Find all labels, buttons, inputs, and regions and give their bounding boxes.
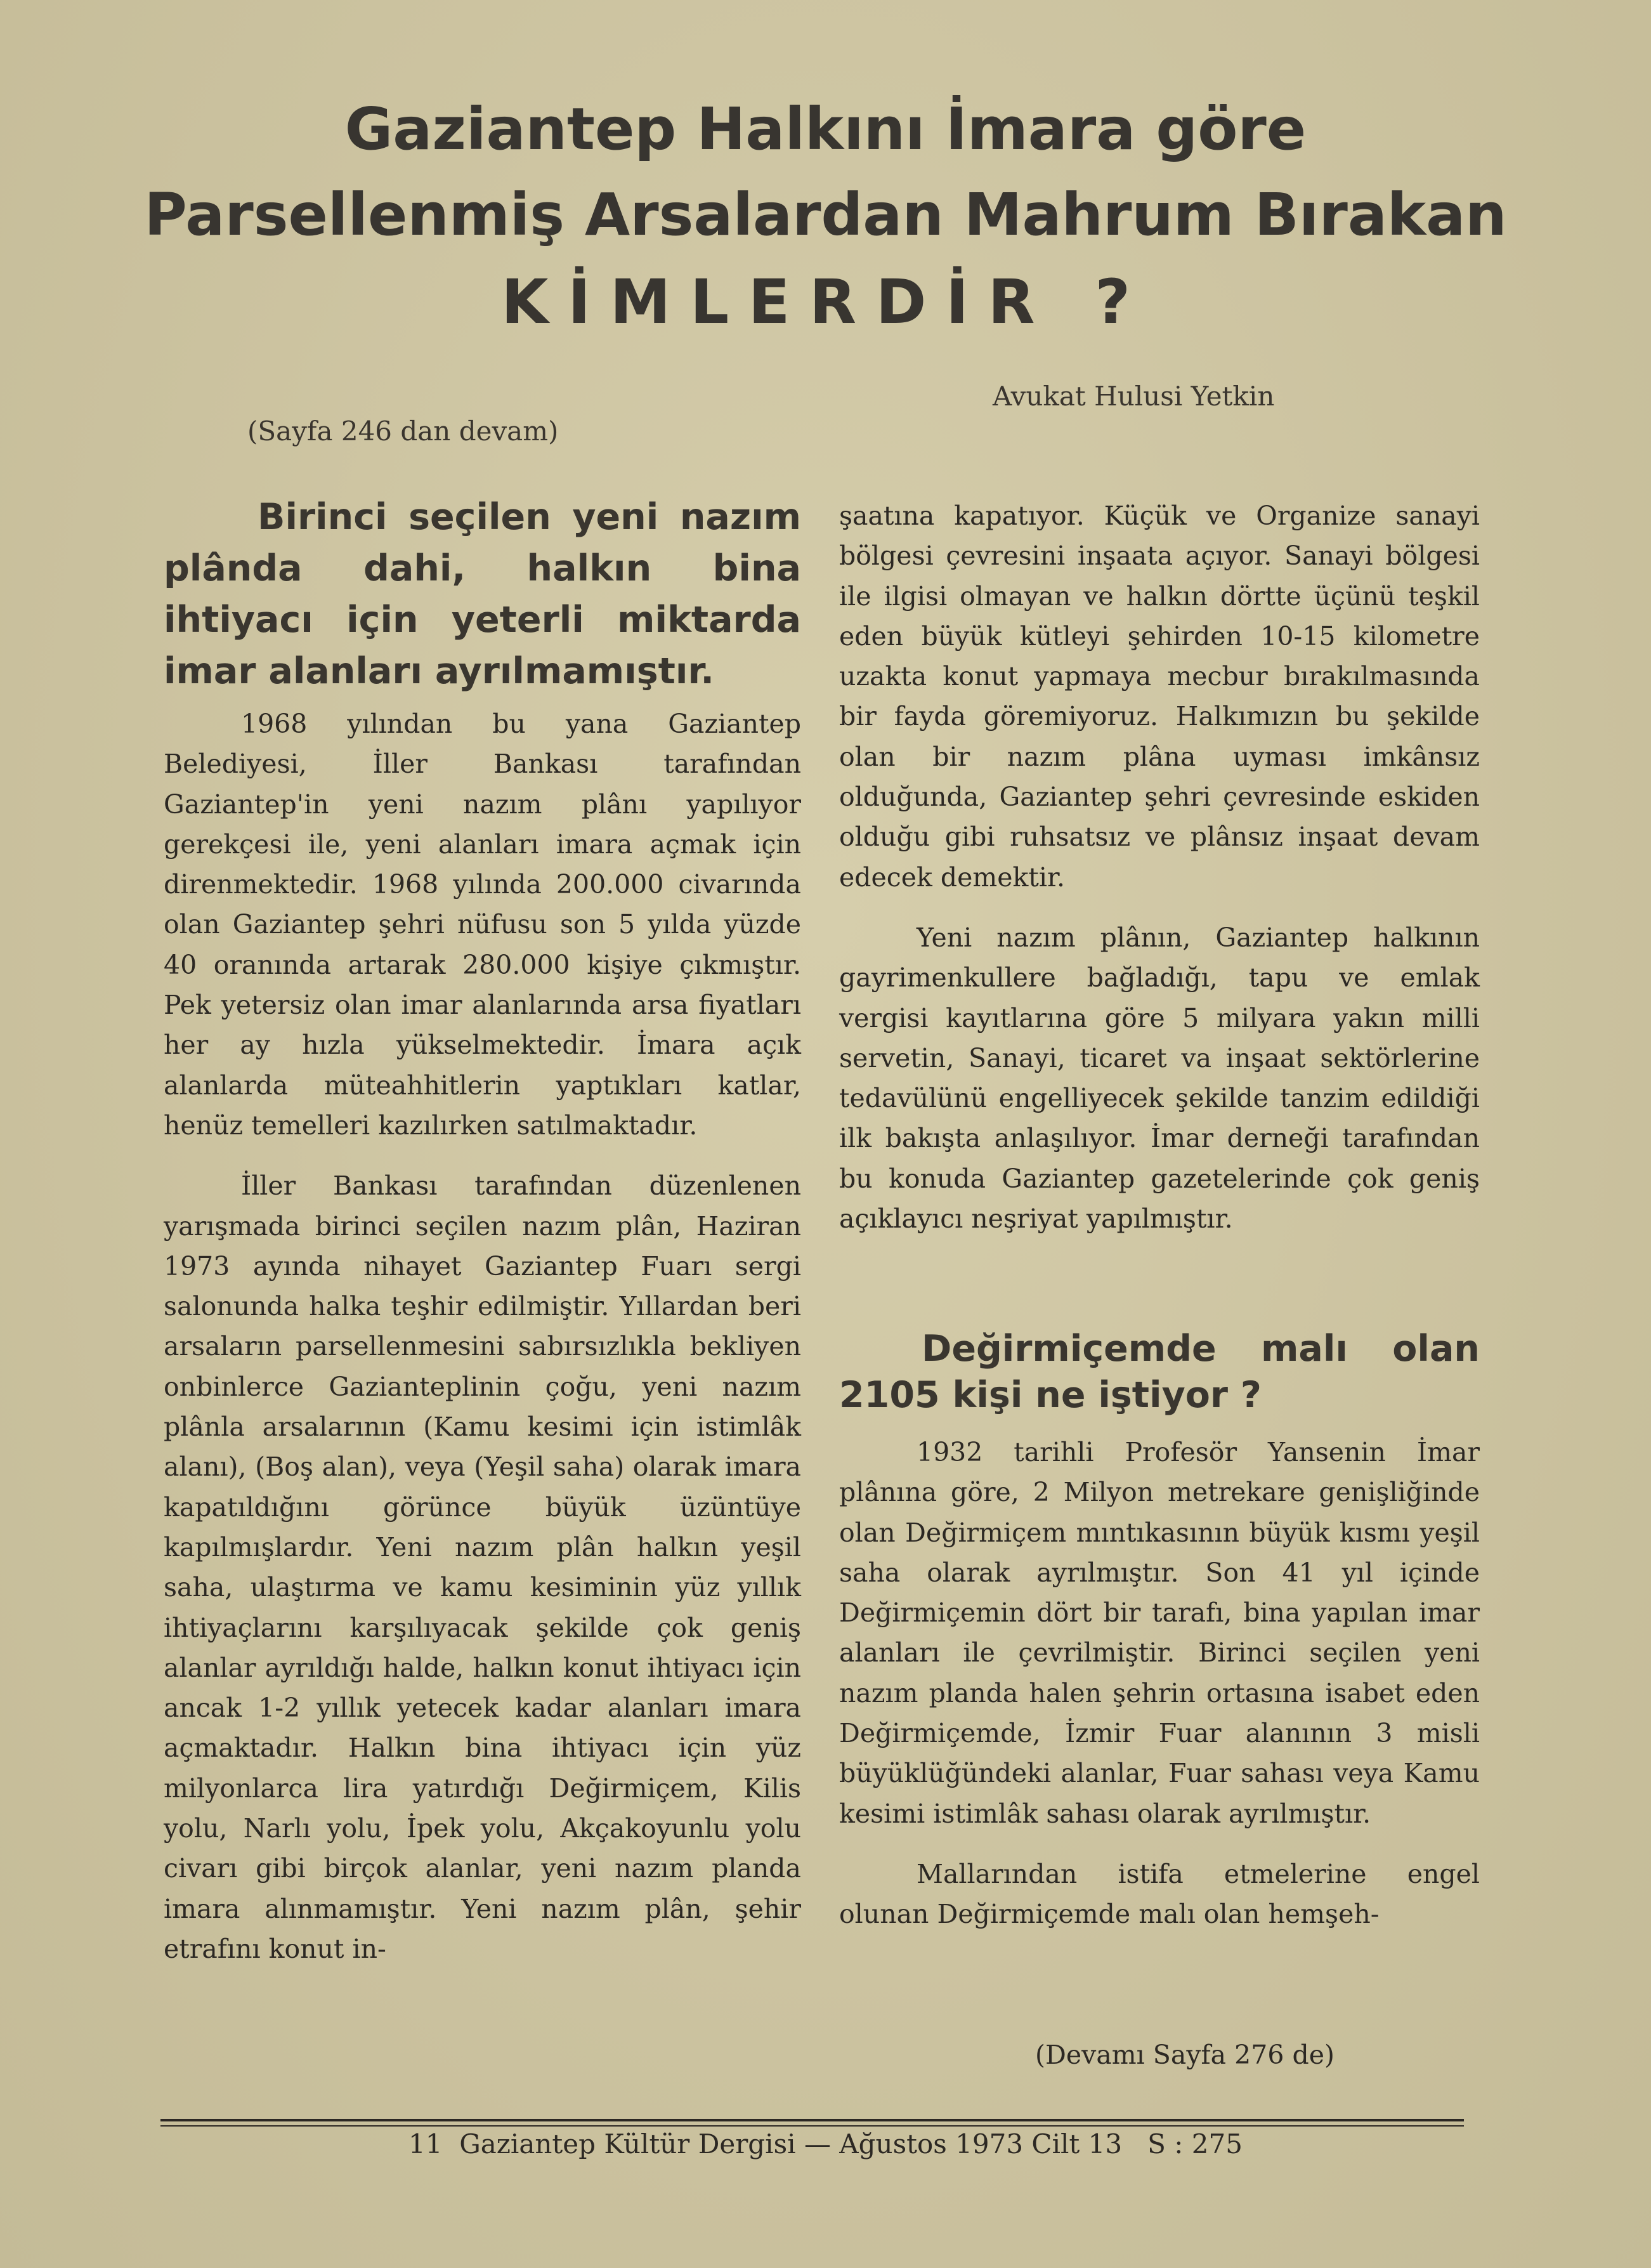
right-column — [839, 496, 1480, 1239]
page-footer: 11 Gaziantep Kültür Dergisi — Ağustos 1973 Cilt 13 S : 275 — [408, 2128, 1243, 2160]
footer-rule-thick — [160, 2119, 1464, 2121]
right-paragraph: 1932 tarihli Profesör Yansenin İmar plânına göre, 2 Milyon metrekare genişliğinde olan Değirmiçem mıntıkasının büyük kısmı yeşil saha olarak ayrılmıştır. Son 41 yıl içinde Değirmiçemin dört bir tarafı, bina yapılan imar alanları ile çevrilmiştir. Birinci seçilen yeni nazım planda halen şehrin ortasına isabet eden Değirmiçemde, İzmir Fuar alanının 3 misli büyüklüğündeki alanlar, Fuar sahası veya Kamu kesimi istimlâk sahası olarak ayrılmıştır. — [839, 1437, 1480, 1829]
left-column — [164, 704, 801, 1969]
left-paragraph: İller Bankası tarafından düzenlenen yarışmada birinci seçilen nazım plân, Haziran 1973 ayında nihayet Gaziantep Fuarı sergi salonunda halka teşhir edilmiştir. Yıllardan beri arsaların parsellenmesini sabırsızlıkla bekliyen onbinlerce Gazianteplinin çoğu, yeni nazım plânla arsalarının (Kamu kesimi için istimlâk alanı), (Boş alan), veya (Yeşil saha) olarak imara kapatıldığını görünce büyük üzüntüye kapılmışlardır. Yeni nazım plân halkın yeşil saha, ulaştırma ve kamu kesiminin yüz yıllık ihtiyaçlarını karşılıyacak şekilde çok geniş alanlar ayrıldığı halde, halkın konut ihtiyacı için ancak 1-2 yıllık yetecek kadar alanları imara açmaktadır. Halkın bina ihtiyacı için yüz milyonlarca lira yatırdığı Değirmiçem, Kilis yolu, Narlı yolu, İpek yolu, Akçakoyunlu yolu civarı gibi birçok alanlar, yeni nazım planda imara alınmamıştır. Yeni nazım plân, şehir etrafını konut in- — [164, 1170, 801, 1964]
right-paragraph: şaatına kapatıyor. Küçük ve Organize sanayi bölgesi çevresini inşaata açıyor. Sanayi bölgesi ile ilgisi olmayan ve halkın dörtte üçünü teşkil eden büyük kütleyi şehirden 10-15 kilometre uzakta konut yapmaya mecbur bırakılmasında bir fayda göremiyoruz. Halkımızın bu şekilde olan bir nazım plâna uyması imkânsız olduğunda, Gaziantep şehri çevresinde eskiden olduğu gibi ruhsatsız ve plânsız inşaat devam edecek demektir. — [839, 501, 1480, 893]
left-section-heading: Birinci seçilen yeni nazım plânda dahi, halkın bina ihtiyacı için yeterli miktarda imar alanları ayrılmamıştır. — [164, 496, 801, 692]
footer-rule-thin — [160, 2125, 1464, 2127]
left-paragraph: 1968 yılından bu yana Gaziantep Belediyesi, İller Bankası tarafından Gaziantep'in yeni nazım plânı yapılıyor gerekçesi ile, yeni alanları imara açmak için direnmektedir. 1968 yılında 200.000 civarında olan Gaziantep şehri nüfusu son 5 yılda yüzde 40 oranında artarak 280.000 kişiye çıkmıştır. Pek yetersiz olan imar alanlarında arsa fiyatları her ay hızla yükselmektedir. İmara açık alanlarda müteahhitlerin yaptıkları katlar, henüz temelleri kazılırken satılmaktadır. — [164, 709, 801, 1141]
title-line-1: Gaziantep Halkını İmara göre — [344, 95, 1307, 163]
continues-on-note: (Devamı Sayfa 276 de) — [1035, 2040, 1335, 2070]
right-paragraph: Yeni nazım plânın, Gaziantep halkının gayrimenkullere bağladığı, tapu ve emlak vergisi kayıtlarına göre 5 milyara yakın milli servetin, Sanayi, ticaret va inşaat sektörlerine tedavülünü engelliyecek şekilde tanzim edildiği ilk bakışta anlaşılıyor. İmar derneği tarafından bu konuda Gaziantep gazetelerinde çok geniş açıklayıcı neşriyat yapılmıştır. — [839, 922, 1480, 1235]
right-column-lower — [839, 1432, 1480, 1935]
right-section-heading: Değirmiçemde malı olan 2105 kişi ne iştiyor ? — [839, 1328, 1480, 1416]
continued-from-note: (Sayfa 246 dan devam) — [247, 416, 559, 447]
right-paragraph: Mallarından istifa etmelerine engel olunan Değirmiçemde malı olan hemşeh- — [839, 1858, 1480, 1930]
title-line-2: Parsellenmiş Arsalardan Mahrum Bırakan — [144, 181, 1507, 249]
author-byline: Avukat Hulusi Yetkin — [993, 381, 1275, 412]
title-line-3: KİMLERDİR ? — [501, 266, 1150, 338]
